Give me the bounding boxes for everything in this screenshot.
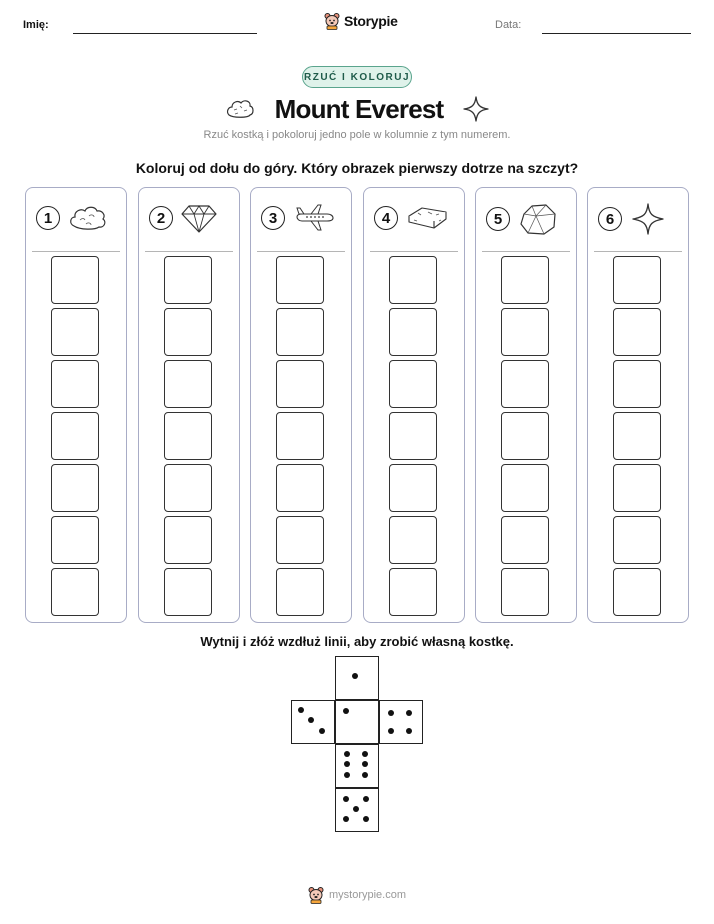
pip <box>363 796 369 802</box>
color-cell[interactable] <box>389 516 437 564</box>
color-cell[interactable] <box>613 360 661 408</box>
color-cell[interactable] <box>613 412 661 460</box>
color-cell[interactable] <box>276 412 324 460</box>
color-cell[interactable] <box>164 412 212 460</box>
pip <box>343 816 349 822</box>
color-cell[interactable] <box>613 256 661 304</box>
brand-name: Storypie <box>344 13 398 29</box>
column-header <box>149 202 217 234</box>
column-divider <box>32 251 120 252</box>
column-number: 4 <box>374 206 398 230</box>
pip <box>344 772 350 778</box>
column-5 <box>475 187 577 623</box>
die-face-1 <box>335 656 379 700</box>
pip <box>344 761 350 767</box>
column-header <box>486 202 558 236</box>
date-label: Data: <box>495 19 522 31</box>
pip <box>362 761 368 767</box>
color-cell[interactable] <box>613 308 661 356</box>
color-cell[interactable] <box>276 516 324 564</box>
die-face-1 <box>335 700 379 744</box>
color-cell[interactable] <box>389 360 437 408</box>
column-number: 6 <box>598 207 622 231</box>
brand-logo <box>324 12 398 30</box>
color-cell[interactable] <box>501 412 549 460</box>
activity-tag: RZUĆ I KOLORUJ <box>302 66 412 88</box>
rock-slab-icon <box>406 202 448 234</box>
die-face-5 <box>335 788 379 832</box>
color-cell[interactable] <box>51 464 99 512</box>
column-divider <box>370 251 458 252</box>
color-cell[interactable] <box>164 308 212 356</box>
pip <box>343 796 349 802</box>
date-line <box>542 33 691 34</box>
pip <box>298 707 304 713</box>
pip <box>344 751 350 757</box>
color-cell[interactable] <box>613 464 661 512</box>
color-cell[interactable] <box>276 360 324 408</box>
color-cell[interactable] <box>164 516 212 564</box>
column-6 <box>587 187 689 623</box>
color-cell[interactable] <box>51 568 99 616</box>
column-divider <box>145 251 233 252</box>
title-row <box>0 92 714 126</box>
pip <box>343 708 349 714</box>
rock-icon <box>225 97 255 121</box>
boulder-icon <box>518 202 558 236</box>
subtitle: Rzuć kostką i pokoloruj jedno pole w kolumnie z tym numerem. <box>203 129 511 141</box>
color-cell[interactable] <box>276 256 324 304</box>
color-cell[interactable] <box>51 412 99 460</box>
cell-stack <box>51 256 99 620</box>
die-face-3 <box>291 700 335 744</box>
color-cell[interactable] <box>389 256 437 304</box>
bear-logo-icon <box>308 886 324 904</box>
die-face-6 <box>335 744 379 788</box>
column-number: 5 <box>486 207 510 231</box>
color-cell[interactable] <box>276 308 324 356</box>
pip <box>363 816 369 822</box>
cell-stack <box>276 256 324 620</box>
color-cell[interactable] <box>501 464 549 512</box>
column-number: 3 <box>261 206 285 230</box>
pip <box>406 710 412 716</box>
column-header <box>36 202 108 234</box>
color-cell[interactable] <box>51 360 99 408</box>
column-divider <box>594 251 682 252</box>
pip <box>308 717 314 723</box>
pip <box>406 728 412 734</box>
column-4 <box>363 187 465 623</box>
pip <box>388 710 394 716</box>
pip <box>353 806 359 812</box>
footer-url[interactable]: mystorypie.com <box>329 889 407 901</box>
cell-stack <box>389 256 437 620</box>
color-cell[interactable] <box>164 360 212 408</box>
page-title: Mount Everest <box>274 93 444 124</box>
instruction: Koloruj od dołu do góry. Który obrazek pierwszy dotrze na szczyt? <box>135 160 579 176</box>
pip <box>388 728 394 734</box>
cell-stack <box>613 256 661 620</box>
column-divider <box>257 251 345 252</box>
pip <box>319 728 325 734</box>
column-3 <box>250 187 352 623</box>
color-cell[interactable] <box>613 568 661 616</box>
color-cell[interactable] <box>501 516 549 564</box>
column-header <box>598 202 666 236</box>
color-cell[interactable] <box>164 256 212 304</box>
cut-instruction: Wytnij i złóż wzdłuż linii, aby zrobić własną kostkę. <box>200 634 514 649</box>
column-number: 1 <box>36 206 60 230</box>
column-divider <box>482 251 570 252</box>
color-cell[interactable] <box>501 568 549 616</box>
pip <box>352 673 358 679</box>
column-2 <box>138 187 240 623</box>
name-line <box>73 33 257 34</box>
color-cell[interactable] <box>389 308 437 356</box>
column-number: 2 <box>149 206 173 230</box>
color-cell[interactable] <box>276 464 324 512</box>
sparkle-icon <box>463 96 489 122</box>
column-header <box>261 202 335 234</box>
column-header <box>374 202 448 234</box>
cell-stack <box>164 256 212 620</box>
color-cell[interactable] <box>389 568 437 616</box>
color-cell[interactable] <box>164 568 212 616</box>
pip <box>362 772 368 778</box>
cell-stack <box>501 256 549 620</box>
color-cell[interactable] <box>501 256 549 304</box>
die-face-4 <box>379 700 423 744</box>
diamond-icon <box>181 202 217 234</box>
cloud-icon <box>68 202 108 234</box>
color-cell[interactable] <box>613 516 661 564</box>
airplane-icon <box>293 202 335 234</box>
color-cell[interactable] <box>51 308 99 356</box>
color-cell[interactable] <box>51 256 99 304</box>
color-cell[interactable] <box>501 360 549 408</box>
column-1 <box>25 187 127 623</box>
color-cell[interactable] <box>51 516 99 564</box>
color-cell[interactable] <box>501 308 549 356</box>
name-label: Imię: <box>23 19 49 31</box>
bear-logo-icon <box>324 12 340 30</box>
color-cell[interactable] <box>389 464 437 512</box>
sparkle-icon <box>630 202 666 236</box>
color-cell[interactable] <box>276 568 324 616</box>
color-cell[interactable] <box>164 464 212 512</box>
footer <box>308 886 406 904</box>
pip <box>362 751 368 757</box>
color-cell[interactable] <box>389 412 437 460</box>
